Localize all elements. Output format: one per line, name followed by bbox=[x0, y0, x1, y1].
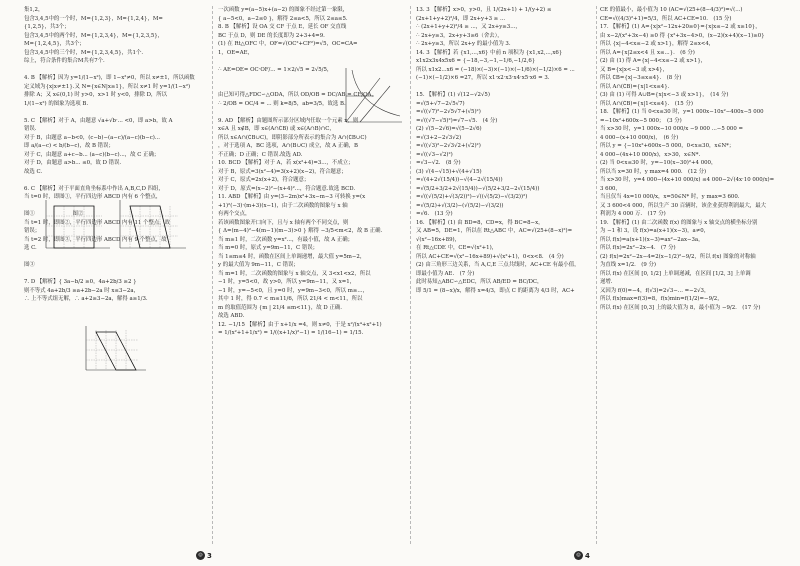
text-line: BC 于点 D，则 DE 的长度即为 2+3+4=9. bbox=[218, 32, 325, 39]
text-line: (3) 由 (1) 可得 A∪B={x|x<−3 或 x>1}， (14 分) bbox=[600, 92, 729, 98]
text-line: 错误； bbox=[24, 228, 41, 234]
text-line: 包含3,4,5中的一个时，M={1,2,3}，M={1,2,4}，M= bbox=[24, 15, 163, 22]
text-line: =√((√7)²−2√5√7+(√5)²) bbox=[416, 109, 481, 115]
text-line: 集1,2， bbox=[24, 7, 44, 13]
text-line bbox=[24, 108, 212, 117]
text-line: 对于 B，由题意 a−b<0，(c−b)−(a−c)/(a−c)(b−c)... bbox=[24, 134, 161, 141]
text-line: 所以 x1x2...x6 = (−18)×(−3)×(−1)×(−1/6)×(−1/2)×6 = ... bbox=[416, 66, 575, 73]
text-line: (2) 由三角形三边关系，当 A,C,E 三点共线时，AC+CE 有最小值， bbox=[416, 262, 580, 268]
text-line: (−1)×(−1/2)×6 =27，所以 x1·x2·x3·x4·x5·x6 = 3. bbox=[416, 75, 550, 81]
text-line bbox=[24, 176, 212, 185]
text-line: 11. ABD 【解析】由 y=(3−2m)x²+3x−m−3 可转换 y=(x bbox=[218, 194, 366, 200]
text-line: 12. −1/15 【解析】由于 x+1/x =4，则 x≠0，于是 x²/(x⁴+x²+1) bbox=[218, 321, 382, 328]
text-line: 则不等式 4a+2b/3 ≥a+2b−2a 时 x≤3−2a， bbox=[24, 287, 139, 294]
page-badge-icon: ◎ bbox=[196, 551, 205, 560]
text-line: m 的取值范围为 {m | 21/4 ≤m<11}，故 D 正确. bbox=[218, 304, 342, 311]
text-line: 递增. bbox=[600, 279, 613, 285]
text-line: M={1,2,4,5}，共3个； bbox=[24, 41, 85, 47]
text-line: 当 1≤m≤4 时，函数在区间上单调递增，最大值 y=5m−2， bbox=[218, 253, 366, 260]
text-line: 对于 C，由题意 a+c−b... (a−c)(b−c)...，故 C 正确； bbox=[24, 151, 160, 158]
text-line: 对于 D，由题意 a>b... ≤0，故 D 错误. bbox=[24, 160, 122, 166]
text-line: (1) 在 Rt△OFC 中，OF=√(OC²+CF²)=√5，OC=CA= bbox=[218, 41, 358, 47]
text-line: 8. B 【解析】设 OA 交 CF 于点 E，延长 OF 交直线 bbox=[218, 24, 347, 30]
text-line: 所以 f(x)=a(x+1)(x−3)=ax²−2ax−3a， bbox=[600, 236, 704, 243]
text-line: 为直线 x=1/2. (9 分) bbox=[600, 262, 656, 268]
text-line: 17. 【解析】(1) A={x|x²−12x+20≥0}={x|x≤−2 或 x≥10}， bbox=[600, 24, 761, 30]
text-line: CE 的值最小，最小值为 10 (AC=√(25+(8−4/3)²)=√(...) bbox=[600, 7, 743, 13]
text-line: 对于 C，原式=2x(x+2)，符合题意； bbox=[218, 177, 310, 183]
text-line: 其中 1 时，得 0.7 < m≤11/6，所以 21/4 < m<11，所以 bbox=[218, 296, 363, 302]
text-line: =√((√(5/2)+√(3/2))²)−√((√(5/2)−√(3/2))²) bbox=[416, 194, 528, 200]
text-line: 当 t=0 时，即图①，平行四边形 ABCD 内有 6 个整点， bbox=[24, 194, 162, 200]
text-line: 当且仅当 4x=10 000/x，x=50∈N* 时，y max=3 600. bbox=[600, 194, 740, 200]
text-line: ∴ 2/OB = OC/4 = ... 则 k=8/5，ab=3/5，故选 B. bbox=[218, 100, 346, 107]
text-line: 所以当 x=30 时，y max=4 000. (12 分) bbox=[600, 168, 707, 175]
text-line: 3 600， bbox=[600, 185, 621, 192]
text-line: 对于 D，原式=(x−2)²−(x+4)²...，符合题意.故选 BCD. bbox=[218, 185, 356, 192]
text-line: 图① 图② bbox=[24, 211, 84, 217]
text-line: 19. 【解析】(1) 由二次函数 f(x) 的图象与 x 轴交点的横坐标分别 bbox=[600, 219, 758, 226]
text-line: 4 000−(4x+10 000/x)，x>30，x∈N*. bbox=[600, 151, 701, 158]
text-line: 15. 【解析】(1) √(12−√2√5) bbox=[416, 92, 490, 98]
text-line: 一次函数 y=(a−5)x+(a−2) 的图象不经过第一象限， bbox=[218, 7, 349, 13]
text-line: 又 B={x|x<−3 或 x>4}， bbox=[600, 66, 668, 73]
text-line: 所以 x∈A∩(∁B∪C)，即阴影部分所表示的集合为 A∩(∁B∪C) bbox=[218, 134, 367, 141]
text-line: 又 AB=5，DE=1，所以在 Rt△ABC 中，AC=√(25+(8−x)²)= bbox=[416, 228, 573, 234]
text-line: 利润为 4 000 万. (17 分) bbox=[600, 211, 666, 217]
text-line: 9. AD 【解析】由题图所示部分区域内任取一个元素 x，则 bbox=[218, 117, 359, 124]
text-line: 定义域为{x|x≠±1}.又 N={x∈N|x≥1}，所以 x≠1 时 y=1/(1−x²) bbox=[24, 83, 191, 90]
text-line: x∈A 且 x∉B，即 x∈(A∩∁B) 或 x∈(A∩B)∩C， bbox=[218, 126, 335, 132]
page-number-right-text: 4 bbox=[585, 551, 590, 560]
text-line: 18. 【解析】(1) 当 0<x≤30 时，y=1 000x−10x²−400x−5 000 bbox=[600, 109, 764, 115]
text-line: 14. 3 【解析】若 {x1,...,x6} 中前 n 项积为 {x1,x2,...,x6} bbox=[416, 49, 563, 56]
text-line: =√3−√2. (8 分) bbox=[416, 160, 461, 166]
text-line: 错误. bbox=[24, 126, 37, 132]
text-line: (2) 由 (1) 得 A={x|−4<x≤−2 或 x>1}， bbox=[600, 58, 707, 64]
text-line: 图③ bbox=[24, 262, 35, 268]
text-line: ∴ 2x+y≥3，2x+y+3≥6（舍去）， bbox=[416, 32, 503, 39]
text-line: 有两个交点， bbox=[218, 211, 251, 217]
text-line: 1，OE=AE， bbox=[218, 49, 253, 56]
text-line: 为 −1 和 3，设 f(x)=a(x+1)(x−3)，a≠0， bbox=[600, 228, 710, 234]
text-line: 所以 A={x|2≤x<4 且 x≤...}. (6 分) bbox=[600, 49, 695, 56]
figure-hyperbola bbox=[340, 66, 404, 126]
text-line bbox=[24, 270, 212, 279]
text-line: 若该函数图象开口向下，且与 x 轴有两个不同交点，则 bbox=[218, 219, 349, 226]
text-line: x1x2x3x4x5x6 = {−18,−3,−1,−1/6,−1/2,6} bbox=[416, 58, 536, 64]
text-line: 所以 ∁B={x|−3≤x≤4}. (8 分) bbox=[600, 75, 682, 81]
text-line: 10. BCD 【解析】对于 A，若 x(x²+4)=3...，不成立； bbox=[218, 160, 354, 166]
text-line: 包含3,4,5中的两个时，M={1,2,3,4}，M={1,2,3,5}， bbox=[24, 32, 164, 39]
text-line: 所以 AC+CE=√(x²−16x+89)+√(x²+1)，0<x<8. (4 分) bbox=[416, 253, 564, 260]
text-line: =−10x²+600x−5 000； (3 分) bbox=[600, 117, 682, 124]
text-line: 此时易知△ABC∽△EDC，所以 AB/ED = BC/DC， bbox=[416, 279, 543, 285]
text-line: 即 a/(a−c) < b/(b−c)，故 B 错误； bbox=[24, 143, 114, 149]
text-line: ∴ 2x+y≥3，所以 2x+y 的最小值为 3. bbox=[416, 41, 511, 47]
text-line bbox=[218, 57, 408, 66]
text-line: 当 x>30 时，y=1 000x−10 000/x −9 000 ...−5 000 = bbox=[600, 126, 743, 132]
text-line: y 的最大值为 9m−11，C 错误； bbox=[218, 262, 299, 268]
text-line: CE=√((4/3)²+1)=5/3，所以 AC+CE=10. (15 分) bbox=[600, 15, 732, 22]
page-number-left-text: 3 bbox=[207, 551, 212, 560]
text-line: 所以 y = {−10x²+600x−5 000，0<x≤30，x∈N*； bbox=[600, 143, 735, 149]
text-line: =√(5+√7−2√5√7) bbox=[416, 100, 465, 107]
text-line: 选 C. bbox=[24, 245, 37, 251]
text-line: (2) f(x)=2x²−2x−4=2(x−1/2)²−9/2，所以 f(x) 图象的对称轴 bbox=[600, 253, 756, 260]
text-line: =√(5/2)+√(3/2)−(√(5/2)−√(3/2)) bbox=[416, 202, 504, 209]
text-line: 5. C 【解析】对于 A，由题意 √a+√b·... <0，即 a>b，故 A bbox=[24, 117, 173, 124]
text-line: 1/(1−x²) 的图象为选项 B. bbox=[24, 100, 89, 107]
text-line: = 1/(x²+1+1/x²) = 1/((x+1/x)²−1) = 1/(16−1) = 1/15. bbox=[218, 330, 364, 336]
text-line: =√((√3−√2)²) bbox=[416, 151, 453, 158]
text-line: 所以 f(x)max=f(3)=8，f(x)min=f(1/2)=−9/2， bbox=[600, 296, 723, 302]
text-line: 综上，符合条件的集合M共有7个. bbox=[24, 58, 105, 64]
text-line: 故选 C. bbox=[24, 168, 43, 175]
text-line: ∴ 上不等式组无解，∴ a+2≥3−2a，解得 a≥1/3. bbox=[24, 296, 148, 302]
text-line: 即 5/1 = (8−x)/x，解得 x=4/3，即点 C 的距离为 4/3 时，AC+ bbox=[416, 287, 575, 294]
text-line: 13. 3 【解析】x>0，y>0，且 1/(2x+1) + 1/(y+2) ≤ bbox=[416, 7, 552, 13]
text-line: 又 3 600<4 000，所以生产 30 百辆时，该企业获得利润最大，最大 bbox=[600, 202, 766, 209]
text-line: =√6. (13 分) bbox=[416, 211, 453, 217]
text-line: (2x+1+y+2)²/4，即 2x+y+3 ≥ ... bbox=[416, 15, 506, 22]
text-line: 所以 f(x) 在区间 [0, 1/2] 上单调递减，在区间 [1/2, 3] 上单调 bbox=[600, 270, 751, 277]
text-line: {1,2,5}，共3个； bbox=[24, 24, 70, 30]
text-line: ∴ (2x+1+y+2)²/4 ≥ ...，又 2x+y≥3...， bbox=[416, 24, 521, 30]
text-line: 当 m≥1 时，二次函数 y=x²...，有最小值，故 A 正确； bbox=[218, 236, 354, 243]
text-line: =√((√3)²−2√3√2+(√2)²) bbox=[416, 143, 481, 149]
page-badge-icon: ◎ bbox=[574, 551, 583, 560]
text-line: 当 t=2 时，即图③，平行四边形 ABCD 内有 9 个整点，故 bbox=[24, 236, 167, 243]
text-line: 所以 A∩(∁B)={x|1<x≤4}. bbox=[600, 83, 670, 90]
column-divider bbox=[212, 6, 213, 544]
text-line: 所以 {x|−4<x≤−2 或 x>1}，解得 2≤x<4， bbox=[600, 41, 715, 47]
text-line: =√(4+2√(15/4))−√(4−2√(15/4)) bbox=[416, 177, 503, 183]
text-line: 当 t=1 时，即图②，平行四边形 ABCD 内有 11 个整点，故 bbox=[24, 219, 171, 226]
text-line: (2) √(5−2√6)=√(5−2√6) bbox=[416, 126, 482, 132]
text-line: 6. C 【解析】对于平面直角坐标系中作出 A,B,C,D 四组， bbox=[24, 185, 164, 192]
page-number-right bbox=[574, 551, 590, 560]
text-line: 又因为 f(0)=−4，f(√3)=2√3−... =−2√3， bbox=[600, 287, 710, 294]
text-line: 即最小值为 AE. (7 分) bbox=[416, 270, 475, 277]
text-line: 7. D 【解析】{ 3a−b/2 ≥0，4a+2b/3 ≥2 } bbox=[24, 279, 137, 285]
text-line: 不正确；D 正确；C 错误.故选 AD. bbox=[218, 151, 303, 158]
text-line: −1 时，y=−5<0，且 y=0 时，y=9m−3<0，所以 m≥...， bbox=[218, 287, 368, 294]
text-line: =√((√7−√5)²)=√7−√5. (4 分) bbox=[416, 117, 498, 124]
text-line: ，对于选项 A，BC 选项，A∩(B∪C) 成立，故 A 正确，B bbox=[218, 143, 358, 149]
text-line: 当 m=1 时，二次函数的图象与 x 轴交点，又 3<x1<x2，所以 bbox=[218, 270, 371, 277]
text-line: −1 时，y=5<0，故 y>0，所以 y=9m−11，又 x=1， bbox=[218, 279, 356, 285]
text-line: 在 Rt△CDE 中，CE=√(x²+1)， bbox=[416, 245, 498, 251]
text-line: 所以 f(x) 在区间 [0,3] 上的最大值为 8，最小值为 −9/2. (17 分) bbox=[600, 304, 761, 311]
text-line: √(x²−16x+89)， bbox=[416, 236, 461, 243]
text-line: =√(5/2+3/2+2√(15/4))−√(5/2+3/2−2√(15/4)) bbox=[416, 185, 540, 192]
text-line: 由 x−2/(x²+3x−4) ≥0 得 {x²+3x−4>0，(x−2)(x+4)(x−1)≥0} bbox=[600, 32, 765, 39]
text-line: ∴ AE=OE= OC·OF/... = 1×2/√5 = 2√5/5， bbox=[218, 66, 333, 73]
text-line: 所以 A∩(∁B)={x|1<x≤4}. (15 分) bbox=[600, 100, 693, 107]
text-line bbox=[24, 66, 212, 75]
text-line: { a−5<0，a−2≤0 }，解得 2≤a<5，所以 2≤a≤5. bbox=[218, 15, 348, 22]
column-3 bbox=[416, 6, 594, 542]
text-line: 4 000−(x+10 000/x)， (6 分) bbox=[600, 134, 679, 141]
figure-grid-1-2 bbox=[40, 196, 190, 256]
text-line: 故选 ABD. bbox=[218, 313, 245, 319]
text-line: 4. B 【解析】因为 y=1/(1−x²)，即 1−x²≠0，所以 x≠±1，所以函数 bbox=[24, 75, 195, 81]
text-line: (2) 当 0<x≤30 时，y=−10(x−30)²+4 000， bbox=[600, 160, 717, 166]
text-line: 所以 f(x)=2x²−2x−4. (7 分) bbox=[600, 245, 676, 251]
column-1 bbox=[24, 6, 212, 542]
text-line: 当 x>30 时，y=4 000−(4x+10 000/x) ≤4 000−2√(4x·10 000/x)= bbox=[600, 177, 775, 183]
text-line bbox=[416, 83, 594, 92]
text-line: 包含3,4,5中的三个时，M={1,2,3,4,5}，共1个. bbox=[24, 49, 144, 56]
text-line: 对于 B，原式=3(x²−4)=3(x+2)(x−2)，符合题意； bbox=[218, 168, 347, 175]
text-line: (3) √(4−√15)+√(4+√15) bbox=[416, 168, 482, 175]
text-line: 排除 A；又 x∈(0,1) 时 y>0，x>1 时 y<0，排除 D，所以 bbox=[24, 92, 168, 98]
text-line: 16. 【解析】(1) 由 BD=8，CD=x，得 BC=8−x， bbox=[416, 219, 544, 226]
text-line: 当 m=0 时，原式 y=9m−11，C 错误； bbox=[218, 245, 319, 251]
page-number-left bbox=[196, 551, 212, 560]
text-line: { Δ=(m−4)²−4(m−1)(m−3)>0 } 解得 −3/5<m<2，故 B 正确. bbox=[218, 228, 383, 234]
page-fold-divider bbox=[410, 6, 411, 544]
text-line: 由已知可得△FDC∽△ODA，所以 OD/OB = DC/AB = CF/OA， bbox=[218, 92, 377, 98]
figure-grid-3 bbox=[80, 322, 150, 378]
text-line: +1)²(−3)·(m+3)(x−1)，由于二次函数的图象与 x 轴 bbox=[218, 202, 348, 209]
text-line: =√(3+2−2√3√2) bbox=[416, 134, 462, 141]
column-divider bbox=[596, 6, 597, 544]
column-4 bbox=[600, 6, 780, 542]
